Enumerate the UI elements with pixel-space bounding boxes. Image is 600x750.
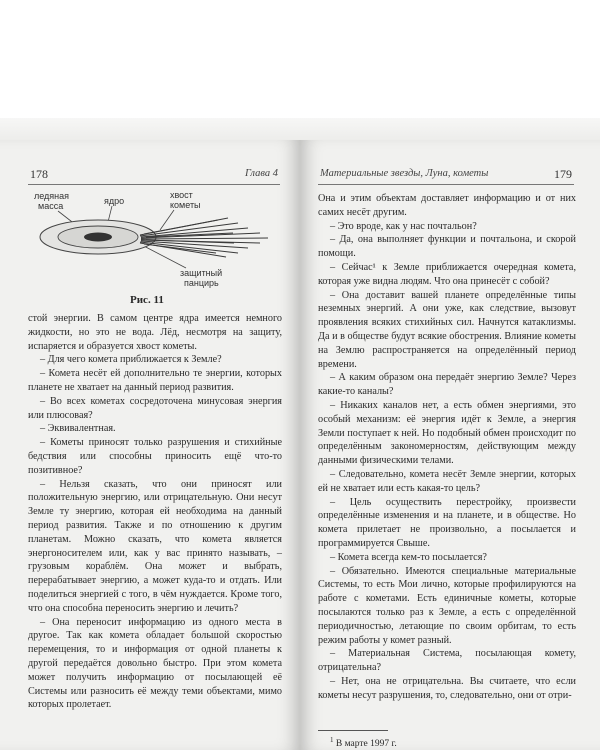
paragraph: – Цель осуществить перестройку, произвести определённые изменения и на планете, и в обществе. Но комета прилетает не произвольно, а посылается и программируется Свыше. xyxy=(318,496,576,549)
right-page-number: 179 xyxy=(554,167,572,181)
paragraph: – Комета всегда кем-то посылается? xyxy=(330,551,487,563)
paragraph: – Следовательно, комета несёт Земле энергии, которых ей не хватает или есть какая-то цель? xyxy=(318,468,576,494)
paragraph: – Эквивалентная. xyxy=(40,423,116,435)
left-page-number: 178 xyxy=(30,167,48,181)
right-page xyxy=(300,140,600,750)
figure-caption: Рис. 11 xyxy=(130,294,164,306)
paragraph: – Обязательно. Имеются специальные материальные Системы, то есть Мои лично, которые профилируются на работе с кометами. Есть единичные кометы, которые посылаются только раз к Земле, а есть с определённой периодичностью, летающие по своим орбитам, то есть режим работы у комет разный. xyxy=(318,565,576,646)
comet-tail xyxy=(140,218,268,257)
comet-diagram-svg xyxy=(28,190,290,290)
paragraph: – Комета несёт ей дополнительно те энергии, которых планете не хватает на данный период развития. xyxy=(28,368,282,393)
right-header-rule xyxy=(318,184,574,185)
left-page xyxy=(0,140,300,750)
book-spread xyxy=(0,118,600,750)
label-shield-line1: защитный xyxy=(180,268,223,278)
paragraph: стой энергии. В самом центре ядра имеется немного жидкости, но это не вода. Лёд, несмотря на защиту, испаряется и образуется хвост кометы. xyxy=(28,313,282,352)
paragraph: – Сейчас¹ к Земле приближается очередная комета, которая уже видна людям. Что она принесёт с собой? xyxy=(318,261,576,287)
label-ice-mass-line1: ледяная xyxy=(34,191,70,201)
comet-diagram xyxy=(28,190,290,290)
left-running-head: Глава 4 xyxy=(245,168,278,179)
paragraph: – А каким образом она передаёт энергию Земле? Через какие-то каналы? xyxy=(318,372,576,398)
left-body-text xyxy=(28,312,282,712)
paragraph: – Кометы приносят только разрушения и стихийные бедствия или способны приносить ещё что-то позитивное? xyxy=(28,437,282,476)
paragraph: – Она доставит вашей планете определённые типы неземных энергий. А они уже, как следствие, вызовут проявления всяких стихийных сил. Начнутся катаклизмы. Да и в обществе будут всякие обострения. Влияние кометы на Землю распространяется на определённый период времени. xyxy=(318,289,576,370)
paragraph: – Нельзя сказать, что они приносят или положительную энергию, или отрицательную. Они несут Земле ту энергию, которая ей необходима на данный период развития. Также и по отношению к другим планетам. Можно сказать, что комета является энергоносителем или, как у вас принято называть, – грузовым кораблём. Она может и выбрать, перерабатывает энергию, а может куда-то и отдать. Или поделиться энергией с того, в чём нуждается. Кроме того, что она способна переносить энергию и лечить? xyxy=(28,478,282,614)
label-core: ядро xyxy=(104,196,125,206)
label-tail-line2: кометы xyxy=(170,200,201,210)
paragraph: – Она переносит информацию из одного места в другое. Так как комета обладает большой скоростью перемещения, то и информация от одной планеты к другой передаётся довольно быстро. При этом комета может получить информацию от посылающей её Системы или разносить её между теми объектами, мимо которых пролетает. xyxy=(28,616,282,711)
footnote xyxy=(330,736,397,749)
comet-core xyxy=(84,233,112,242)
label-ice-mass-line2: масса xyxy=(38,201,64,211)
paragraph: Она и этим объектам доставляет информацию и от них самих несёт другим. xyxy=(318,193,576,218)
footnote-rule xyxy=(318,730,388,731)
paragraph: – Во всех кометах сосредоточена минусовая энергия или плюсовая? xyxy=(28,395,282,421)
leader-shield xyxy=(140,244,186,268)
paragraph: – Материальная Система, посылающая комету, отрицательна? xyxy=(318,648,576,674)
label-shield-line2: панцирь xyxy=(184,278,219,288)
footnote-mark: 1 xyxy=(330,736,334,744)
paragraph: – Для чего комета приближается к Земле? xyxy=(40,354,222,366)
right-body-text xyxy=(318,192,576,702)
leader-tail xyxy=(160,210,174,230)
footnote-text: В марте 1997 г. xyxy=(335,739,397,750)
paragraph: – Нет, она не отрицательна. Вы считаете, что если кометы несут разрушения, то, следовательно, они от отри- xyxy=(318,675,576,701)
paragraph: – Это вроде, как у нас почтальон? xyxy=(330,220,477,232)
right-running-head: Материальные звезды, Луна, кометы xyxy=(320,168,489,179)
paragraph: – Никаких каналов нет, а есть обмен энергиями, это особый механизм: её энергия идёт к Земле, а энергия Земли поступает к ней. Но подобный обмен происходит по определённым закономерностям, действующим между данными физическими телами. xyxy=(318,399,576,467)
page-top-edge xyxy=(0,118,600,142)
label-tail-line1: хвост xyxy=(170,190,193,200)
paragraph: – Да, она выполняет функции и почтальона, и скорой помощи. xyxy=(318,234,576,260)
left-header-rule xyxy=(28,184,280,185)
